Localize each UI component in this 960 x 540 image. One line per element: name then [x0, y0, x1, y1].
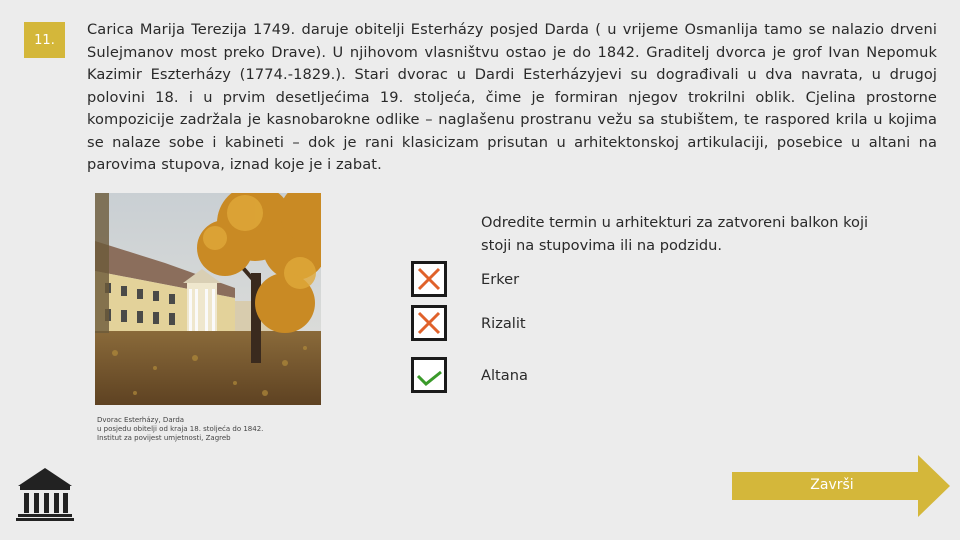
option-label: Erker: [481, 270, 520, 288]
photo-caption: [97, 416, 263, 443]
checkmark-icon: [416, 362, 442, 388]
quiz-question: Odredite termin u arhitekturi za zatvoreni balkon koji stoji na stupovima ili na podzidu.: [481, 214, 869, 254]
option-rizalit[interactable]: [411, 302, 851, 344]
finish-button[interactable]: [732, 455, 950, 517]
finish-button-label: Završi: [810, 477, 854, 493]
institute-building-icon[interactable]: [16, 466, 74, 522]
caption-line-2: u posjedu obitelji od kraja 18. stoljeća do 1842.: [97, 425, 264, 433]
cross-icon: [416, 310, 442, 336]
option-checkbox[interactable]: [411, 305, 447, 341]
caption-line-1: Dvorac Esterházy, Darda: [97, 416, 185, 424]
castle-photo: [95, 193, 321, 405]
option-erker[interactable]: [411, 258, 851, 300]
slide-number-badge: 11.: [24, 22, 65, 58]
option-altana[interactable]: [411, 354, 851, 396]
option-checkbox[interactable]: [411, 357, 447, 393]
option-label: Rizalit: [481, 314, 526, 332]
option-label: Altana: [481, 366, 528, 384]
caption-line-3: Institut za povijest umjetnosti, Zagreb: [97, 434, 231, 442]
cross-icon: [416, 266, 442, 292]
slide-paragraph: Carica Marija Terezija 1749. daruje obitelji Esterházy posjed Darda ( u vrijeme Osmanlija tamo se nalazio drveni Sulejmanov most preko Drave). U njihovom vlasništvu ostao je do 1842. Graditelj dvorca je grof Ivan Nepomuk Kazimir Eszterházy (1774.-1829.). Stari dvorac u Dardi Esterházyjevi su dograđivali u dva navrata, u drugoj polovini 18. i u prvim desetljećima 19. stoljeća, čime je formiran njegov trokrilni oblik. Cjelina prostorne kompozicije zadržala je kasnobarokne odlike – naglašenu prostranu vežu sa stubištem, te raspored krila u kojima se nalaze sobe i kabineti – dok je rani klasicizam prisutan u arhitektonskoj artikulaciji, posebice u altani na parovima stupova, iznad koje je i zabat.: [87, 21, 937, 173]
option-checkbox[interactable]: [411, 261, 447, 297]
